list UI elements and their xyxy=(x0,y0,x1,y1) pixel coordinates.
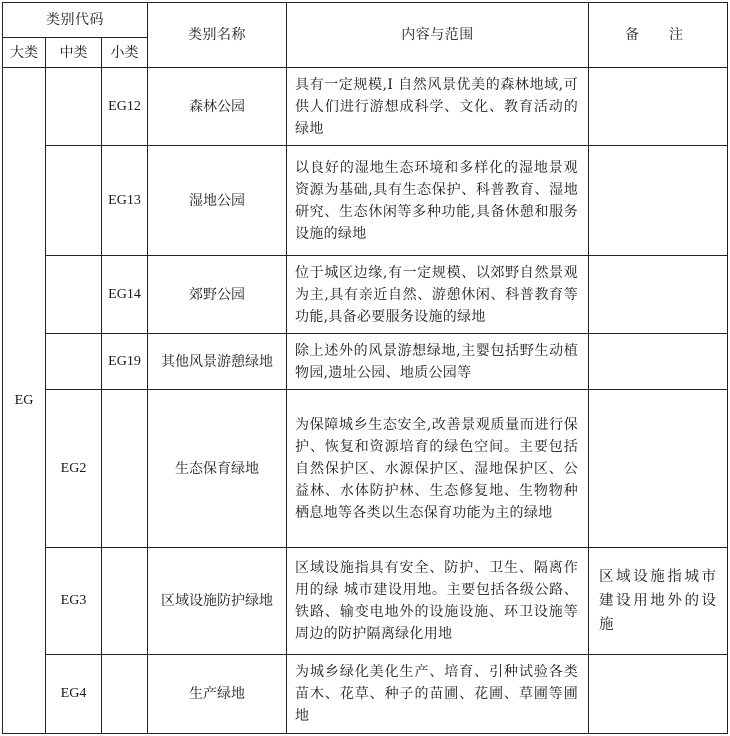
table-row xyxy=(3,68,728,146)
header-category-code: 类别代码 xyxy=(3,3,148,38)
category-name-cell: 生态保育绿地 xyxy=(148,390,287,548)
medium-code-cell xyxy=(46,256,102,334)
category-name-cell: 郊野公园 xyxy=(148,256,287,334)
remark-cell xyxy=(589,146,728,256)
minor-code-cell: EG14 xyxy=(102,256,148,334)
medium-code-cell xyxy=(46,334,102,390)
remark-cell: 区域设施指城市建设用地外的设施 xyxy=(589,548,728,655)
minor-code-cell xyxy=(102,390,148,548)
header-category-name: 类别名称 xyxy=(148,3,287,68)
remark-cell xyxy=(589,655,728,734)
table-row xyxy=(3,548,728,655)
minor-code-cell: EG12 xyxy=(102,68,148,146)
minor-code-cell: EG13 xyxy=(102,146,148,256)
header-medium: 中类 xyxy=(46,38,102,68)
category-name-cell: 区域设施防护绿地 xyxy=(148,548,287,655)
remark-cell xyxy=(589,334,728,390)
minor-code-cell: EG19 xyxy=(102,334,148,390)
land-classification-table xyxy=(2,2,728,734)
major-code-cell: EG xyxy=(3,68,46,734)
category-name-cell: 生产绿地 xyxy=(148,655,287,734)
content-cell: 为保障城乡生态安全,改善景观质量而进行保护、恢复和资源培育的绿色空间。主要包括自然保护区、水源保护区、湿地保护区、公益林、水体防护林、生态修复地、生物物种栖息地等各类以生态保育功能为主的绿地 xyxy=(287,390,589,548)
header-major: 大类 xyxy=(3,38,46,68)
remark-cell xyxy=(589,256,728,334)
remark-cell xyxy=(589,68,728,146)
minor-code-cell xyxy=(102,548,148,655)
content-cell: 位于城区边缘,有一定规模、以郊野自然景观为主,具有亲近自然、游憩休闲、科普教育等功能,具备必要服务设施的绿地 xyxy=(287,256,589,334)
content-cell: 以良好的湿地生态环境和多样化的湿地景观资源为基础,具有生态保护、科普教育、湿地研究、生态休闲等多种功能,具备休憩和服务设施的绿地 xyxy=(287,146,589,256)
minor-code-cell xyxy=(102,655,148,734)
category-name-cell: 森林公园 xyxy=(148,68,287,146)
content-cell: 区域设施指具有安全、防护、卫生、隔离作用的绿 城市建设用地。主要包括各级公路、铁路、输变电地外的设施设施、环卫设施等周边的防护隔离绿化用地 xyxy=(287,548,589,655)
table-row xyxy=(3,655,728,734)
medium-code-cell: EG4 xyxy=(46,655,102,734)
table-row xyxy=(3,256,728,334)
header-row-1 xyxy=(3,3,728,38)
medium-code-cell: EG2 xyxy=(46,390,102,548)
medium-code-cell xyxy=(46,146,102,256)
medium-code-cell: EG3 xyxy=(46,548,102,655)
category-name-cell: 湿地公园 xyxy=(148,146,287,256)
category-name-cell: 其他风景游憩绿地 xyxy=(148,334,287,390)
content-cell: 为城乡绿化美化生产、培育、引种试验各类苗木、花草、种子的苗圃、花圃、草圃等圃地 xyxy=(287,655,589,734)
table-row xyxy=(3,390,728,548)
table-row xyxy=(3,146,728,256)
remark-cell xyxy=(589,390,728,548)
content-cell: 具有一定规模,I 自然风景优美的森林地域,可供人们进行游想成科学、文化、教育活动的绿地 xyxy=(287,68,589,146)
medium-code-cell xyxy=(46,68,102,146)
content-cell: 除上述外的风景游想绿地,主婴包括野生动植物园,遗址公园、地质公园等 xyxy=(287,334,589,390)
table-row xyxy=(3,334,728,390)
header-minor: 小类 xyxy=(102,38,148,68)
header-remarks: 备 注 xyxy=(589,3,728,68)
header-content-scope: 内容与范围 xyxy=(287,3,589,68)
